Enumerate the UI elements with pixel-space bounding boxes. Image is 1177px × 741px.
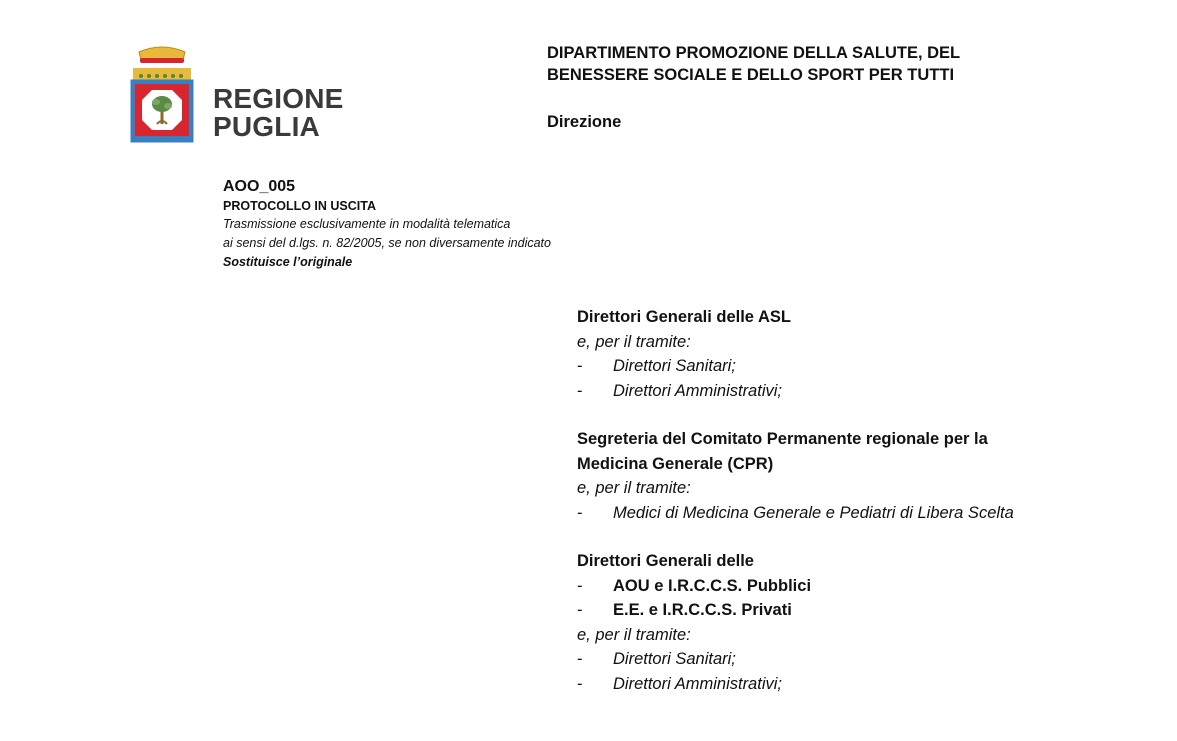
recipient-title: Segreteria del Comitato Permanente regionale per la Medicina Generale (CPR) [577,430,988,473]
recipient-via: e, per il tramite: [577,479,691,497]
bullet-dash: - [577,503,583,522]
list-item-text: Direttori Amministrativi; [613,381,782,400]
recipient-group-aou [577,549,1025,696]
bullet-dash: - [577,576,583,595]
list-item [577,354,1025,379]
bullet-dash: - [577,650,583,668]
list-item-text: Medici di Medicina Generale e Pediatri di Libera Scelta [613,503,1014,522]
recipient-group-asl [577,305,1025,403]
list-item [577,598,1025,623]
protocol-label: PROTOCOLLO IN USCITA [223,199,377,213]
protocol-note-1: Trasmissione esclusivamente in modalità telematica [223,217,511,231]
list-item-text: E.E. e I.R.C.C.S. Privati [613,601,792,619]
protocol-block [223,177,551,272]
bullet-dash: - [577,674,583,693]
protocol-note-2: ai sensi del d.lgs. n. 82/2005, se non diversamente indicato [223,236,551,250]
region-logo [126,44,356,150]
recipient-title: Direttori Generali delle ASL [577,308,791,326]
bullet-dash: - [577,357,583,375]
list-item [577,574,1025,599]
bullet-dash: - [577,601,583,619]
department-line-2: BENESSERE SOCIALE E DELLO SPORT PER TUTTI [547,66,955,84]
list-item-text: Direttori Sanitari; [613,650,736,668]
list-item [577,379,1025,404]
recipient-via: e, per il tramite: [577,332,691,351]
recipient-title: Direttori Generali delle [577,552,754,570]
recipient-via: e, per il tramite: [577,625,691,644]
list-item-text: Direttori Sanitari; [613,357,736,375]
list-item-text: Direttori Amministrativi; [613,674,782,693]
recipients-block [577,305,1025,720]
department-line-1: DIPARTIMENTO PROMOZIONE DELLA SALUTE, DEL [547,44,961,62]
region-logo-text: REGIONE PUGLIA [213,83,344,142]
office-name: Direzione [547,113,622,131]
department-name [547,42,1067,86]
list-item-text: AOU e I.R.C.C.S. Pubblici [613,576,812,595]
coat-of-arms-icon [126,44,198,150]
list-item [577,647,1025,672]
list-item [577,672,1025,697]
protocol-code: AOO_005 [223,178,296,195]
list-item [577,501,1025,526]
protocol-note-3: Sostituisce l’originale [223,255,353,269]
recipient-group-cpr [577,427,1025,525]
bullet-dash: - [577,381,583,400]
